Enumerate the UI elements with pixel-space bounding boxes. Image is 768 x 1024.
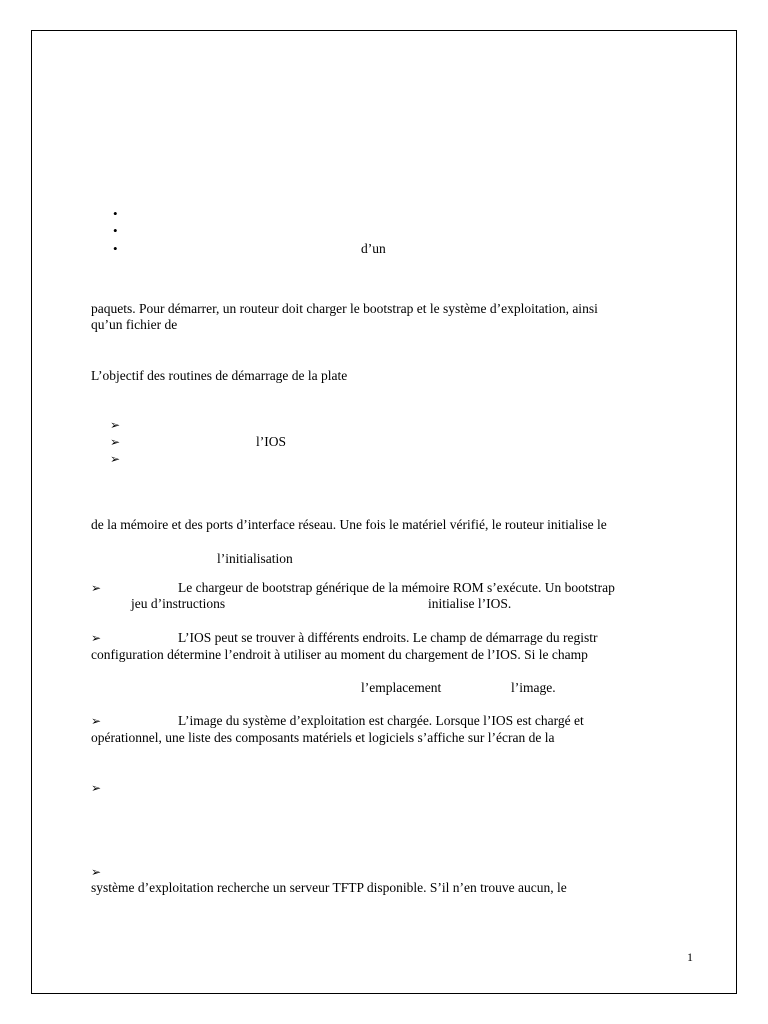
- step-1-line-2a: jeu d’instructions: [131, 596, 226, 611]
- step-2-line-3b: l’image.: [511, 680, 556, 695]
- step-2-line-3a: l’emplacement: [361, 680, 442, 695]
- step-1-line-1: Le chargeur de bootstrap générique de la mémoire ROM s’exécute. Un bootstrap: [178, 580, 615, 595]
- arrow-bullet-icon: ➢: [110, 452, 121, 466]
- arrow-bullet-icon: ➢: [110, 435, 121, 449]
- paragraph-1-line-2: qu’un fichier de: [91, 317, 178, 332]
- bullet-dot-icon: •: [113, 241, 118, 256]
- arrow-bullet-icon: ➢: [91, 631, 102, 645]
- page-number: 1: [687, 950, 693, 964]
- step-3-line-1: L’image du système d’exploitation est chargée. Lorsque l’IOS est chargé et: [178, 713, 584, 728]
- step-3-line-2: opérationnel, une liste des composants matériels et logiciels s’affiche sur l’écran de la: [91, 730, 555, 745]
- arrow-item-ios: l’IOS: [256, 434, 286, 449]
- document-page: [31, 30, 737, 994]
- step-2-line-1: L’IOS peut se trouver à différents endroits. Le champ de démarrage du registr: [178, 630, 598, 645]
- bullet-text-dun: d’un: [361, 241, 386, 256]
- paragraph-4: l’initialisation: [217, 551, 293, 566]
- bullet-dot-icon: •: [113, 206, 118, 221]
- arrow-bullet-icon: ➢: [110, 418, 121, 432]
- arrow-bullet-icon: ➢: [91, 714, 102, 728]
- bullet-dot-icon: •: [113, 223, 118, 238]
- paragraph-3: de la mémoire et des ports d’interface réseau. Une fois le matériel vérifié, le routeur initialise le: [91, 517, 607, 532]
- step-2-line-2: configuration détermine l’endroit à utiliser au moment du chargement de l’IOS. Si le champ: [91, 647, 588, 662]
- arrow-bullet-icon: ➢: [91, 581, 102, 595]
- step-1-line-2b: initialise l’IOS.: [428, 596, 512, 611]
- step-5-line-1: système d’exploitation recherche un serveur TFTP disponible. S’il n’en trouve aucun, le: [91, 880, 567, 895]
- paragraph-1-line-1: paquets. Pour démarrer, un routeur doit charger le bootstrap et le système d’exploitation, ainsi: [91, 301, 598, 316]
- paragraph-2: L’objectif des routines de démarrage de la plate: [91, 368, 348, 383]
- arrow-bullet-icon: ➢: [91, 781, 102, 795]
- arrow-bullet-icon: ➢: [91, 865, 102, 879]
